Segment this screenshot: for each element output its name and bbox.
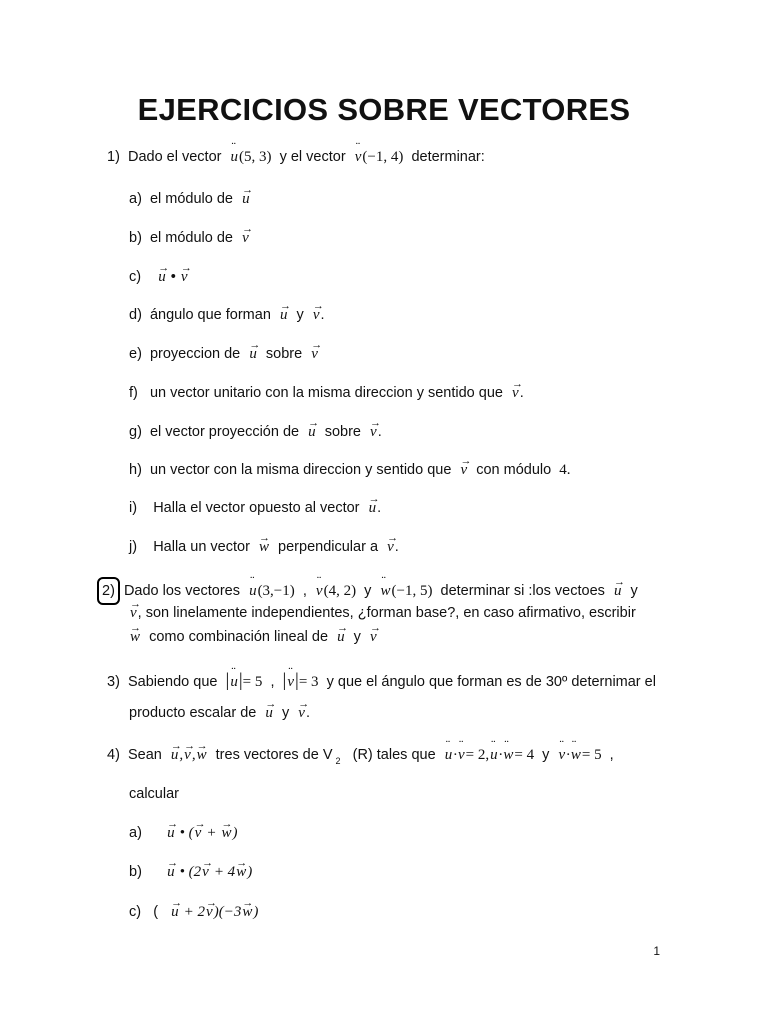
vector-v: → v xyxy=(205,903,214,921)
item-letter: a) xyxy=(129,825,142,841)
vector-u: → u xyxy=(264,704,274,722)
vector-v: ¨ v xyxy=(286,673,295,691)
item-1c xyxy=(129,268,189,286)
problem-2-line-2 xyxy=(129,604,636,622)
item-letter: j) xyxy=(129,539,138,555)
item-text: . xyxy=(394,539,399,555)
item-text: proyeccion de xyxy=(149,346,241,362)
condition-vw: = 5 xyxy=(581,747,602,763)
vector-w-coords: (−1, 5) xyxy=(391,583,433,599)
item-letter: i) xyxy=(129,500,138,516)
item-text: y xyxy=(296,307,304,323)
vector-v: ¨ v xyxy=(457,746,466,764)
vector-u: → u xyxy=(166,824,176,842)
item-1b xyxy=(129,229,250,247)
item-text: el módulo de xyxy=(149,230,233,246)
vector-v: → v xyxy=(241,229,250,247)
item-1j xyxy=(129,538,399,556)
item-text: Halla un vector xyxy=(153,539,250,555)
item-letter: c) xyxy=(129,904,142,920)
item-text: sobre xyxy=(265,346,303,362)
item-text: el vector proyección de xyxy=(149,424,300,440)
dot-operator: • xyxy=(170,269,176,285)
problem-number-boxed: 2) xyxy=(97,577,120,605)
expression-part: + xyxy=(206,825,217,841)
expression-part: + 2 xyxy=(183,904,206,920)
vector-w: → w xyxy=(241,903,253,921)
vector-u: → u xyxy=(157,268,167,286)
vector-v: ¨ v xyxy=(354,148,363,166)
subscript: 2 xyxy=(335,756,341,766)
item-text: con módulo xyxy=(476,462,552,478)
vector-u: ¨ u xyxy=(444,746,454,764)
expression-part: )(−3 xyxy=(213,904,242,920)
item-text: un vector con la misma direccion y sentido que xyxy=(149,462,452,478)
vector-v: → v xyxy=(312,306,321,324)
problem-text: y el vector xyxy=(279,149,346,165)
problem-3-line-1: 3) Sabiendo que |¨ u|= 5 , |¨ v|= 3 y que el ángulo que forman es de 30º deternimar el xyxy=(107,672,656,691)
problem-number: 1) xyxy=(107,149,120,165)
item-text: . xyxy=(320,307,325,323)
item-4c xyxy=(129,903,258,921)
vector-v: → v xyxy=(459,461,468,479)
vector-u: → u xyxy=(613,582,623,600)
item-letter: f) xyxy=(129,385,138,401)
item-letter: g) xyxy=(129,424,142,440)
vector-v-coords: (4, 2) xyxy=(323,583,357,599)
vector-v: → v xyxy=(180,268,189,286)
problem-text: . xyxy=(305,705,310,721)
problem-text: y xyxy=(542,747,550,763)
vector-u: → u xyxy=(279,306,289,324)
item-text: . xyxy=(377,424,382,440)
vector-v: → v xyxy=(369,628,378,646)
problem-text: determinar si :los vectoes xyxy=(440,583,605,599)
vector-u: → u xyxy=(166,863,176,881)
problem-4-line-2 xyxy=(129,785,179,803)
vector-w: ¨ w xyxy=(570,746,582,764)
vector-w: → w xyxy=(196,746,208,764)
vector-u: → u xyxy=(248,345,258,363)
problem-number: 3) xyxy=(107,674,120,690)
problem-text: Sean xyxy=(127,747,162,763)
expression-part: ( xyxy=(153,904,159,920)
item-text: . xyxy=(377,500,382,516)
problem-text: y xyxy=(353,629,361,645)
page-title: EJERCICIOS SOBRE VECTORES xyxy=(137,92,631,127)
problem-text: determinar: xyxy=(411,149,485,165)
vector-w: ¨ w xyxy=(502,746,514,764)
vector-u: ¨ u xyxy=(229,673,239,691)
vector-u: ¨ u xyxy=(248,582,258,600)
separator: , xyxy=(302,583,307,599)
problem-text: y que el ángulo que forman es de 30º deternimar el xyxy=(326,674,656,690)
vector-u-coords: (3,−1) xyxy=(257,583,295,599)
problem-text: y xyxy=(364,583,372,599)
vector-u: → u xyxy=(170,903,180,921)
vector-v: → v xyxy=(369,423,378,441)
item-text: . xyxy=(519,385,524,401)
problem-text: Dado los vectores xyxy=(123,583,240,599)
expression-part: ) xyxy=(232,825,238,841)
item-letter: a) xyxy=(129,191,142,207)
modulus-v: = 3 xyxy=(298,674,319,690)
vector-v: → v xyxy=(386,538,395,556)
problem-text: y xyxy=(630,583,638,599)
problem-text: Sabiendo que xyxy=(127,674,218,690)
item-text: perpendicular a xyxy=(278,539,379,555)
vector-u: → u xyxy=(336,628,346,646)
vector-v: → v xyxy=(129,604,138,622)
problem-text: calcular xyxy=(129,786,179,802)
problem-4-line-1: 4) Sean → u,→ v,→ w tres vectores de V $_2$ (R) tales que ¨ u·¨ v= 2,¨ u·¨ w= 4 y ¨ v·¨ w= 5 , xyxy=(107,746,614,765)
vector-w: ¨ w xyxy=(379,582,391,600)
expression-part: • ( xyxy=(179,825,194,841)
problem-text: y xyxy=(281,705,290,721)
item-text: sobre xyxy=(324,424,361,440)
problem-3-line-2 xyxy=(129,704,310,722)
expression-part: ) xyxy=(247,864,253,880)
vector-v: ¨ v xyxy=(315,582,324,600)
problem-text: producto escalar de xyxy=(129,705,257,721)
item-letter: d) xyxy=(129,307,142,323)
problem-2-line-3 xyxy=(129,628,378,646)
vector-v: → v xyxy=(194,824,203,842)
problem-text: como combinación lineal de xyxy=(149,629,329,645)
expression-part: ) xyxy=(253,904,259,920)
problem-text: (R) tales que xyxy=(352,747,436,763)
item-letter: b) xyxy=(129,230,142,246)
item-text: el módulo de xyxy=(149,191,233,207)
vector-u: ¨ u xyxy=(230,148,240,166)
item-1e xyxy=(129,345,319,363)
item-letter: c) xyxy=(129,269,142,285)
vector-u: → u xyxy=(241,190,251,208)
vector-v: → v xyxy=(511,384,520,402)
vector-v: → v xyxy=(201,863,210,881)
page-number: 1 xyxy=(653,944,660,958)
vector-u-coords: (5, 3) xyxy=(239,149,272,165)
item-text: ángulo que forman xyxy=(149,307,271,323)
problem-2-line-1 xyxy=(103,577,638,605)
item-text: Halla el vector opuesto al vector xyxy=(153,500,360,516)
item-1g xyxy=(129,423,382,441)
problem-text: Dado el vector xyxy=(127,149,222,165)
condition-uv: = 2, xyxy=(465,747,490,763)
problem-number: 4) xyxy=(107,747,120,763)
vector-u: → u xyxy=(368,499,378,517)
item-1h xyxy=(129,461,570,479)
modulus-value: 4. xyxy=(559,462,571,478)
item-letter: h) xyxy=(129,462,142,478)
vector-v: → v xyxy=(310,345,319,363)
vector-v: → v xyxy=(297,704,306,722)
problem-text: , son linelamente independientes, ¿forman base?, en caso afirmativo, escribir xyxy=(137,605,636,621)
expression-part: + 4 xyxy=(213,864,236,880)
vector-u: ¨ u xyxy=(489,746,499,764)
vector-w: → w xyxy=(258,538,270,556)
condition-uw: = 4 xyxy=(514,747,535,763)
item-1f xyxy=(129,384,524,402)
item-1a xyxy=(129,190,251,208)
item-letter: e) xyxy=(129,346,142,362)
expression-part: • (2 xyxy=(179,864,202,880)
problem-text: , xyxy=(609,747,614,763)
vector-u: → u xyxy=(170,746,180,764)
item-text: un vector unitario con la misma direccion y sentido que xyxy=(149,385,503,401)
modulus-u: = 5 xyxy=(242,674,263,690)
vector-w: → w xyxy=(129,628,141,646)
item-4b xyxy=(129,863,252,881)
item-letter: b) xyxy=(129,864,142,880)
vector-v-coords: (−1, 4) xyxy=(362,149,404,165)
vector-v: → v xyxy=(183,746,192,764)
vector-u: → u xyxy=(307,423,317,441)
item-1d xyxy=(129,306,325,324)
item-4a xyxy=(129,824,237,842)
vector-v: ¨ v xyxy=(557,746,566,764)
item-1i xyxy=(129,499,381,517)
vector-w: → w xyxy=(220,824,232,842)
vector-w: → w xyxy=(235,863,247,881)
problem-text: tres vectores de V xyxy=(215,747,333,763)
separator: , xyxy=(270,674,275,690)
problem-1-header xyxy=(107,148,485,166)
